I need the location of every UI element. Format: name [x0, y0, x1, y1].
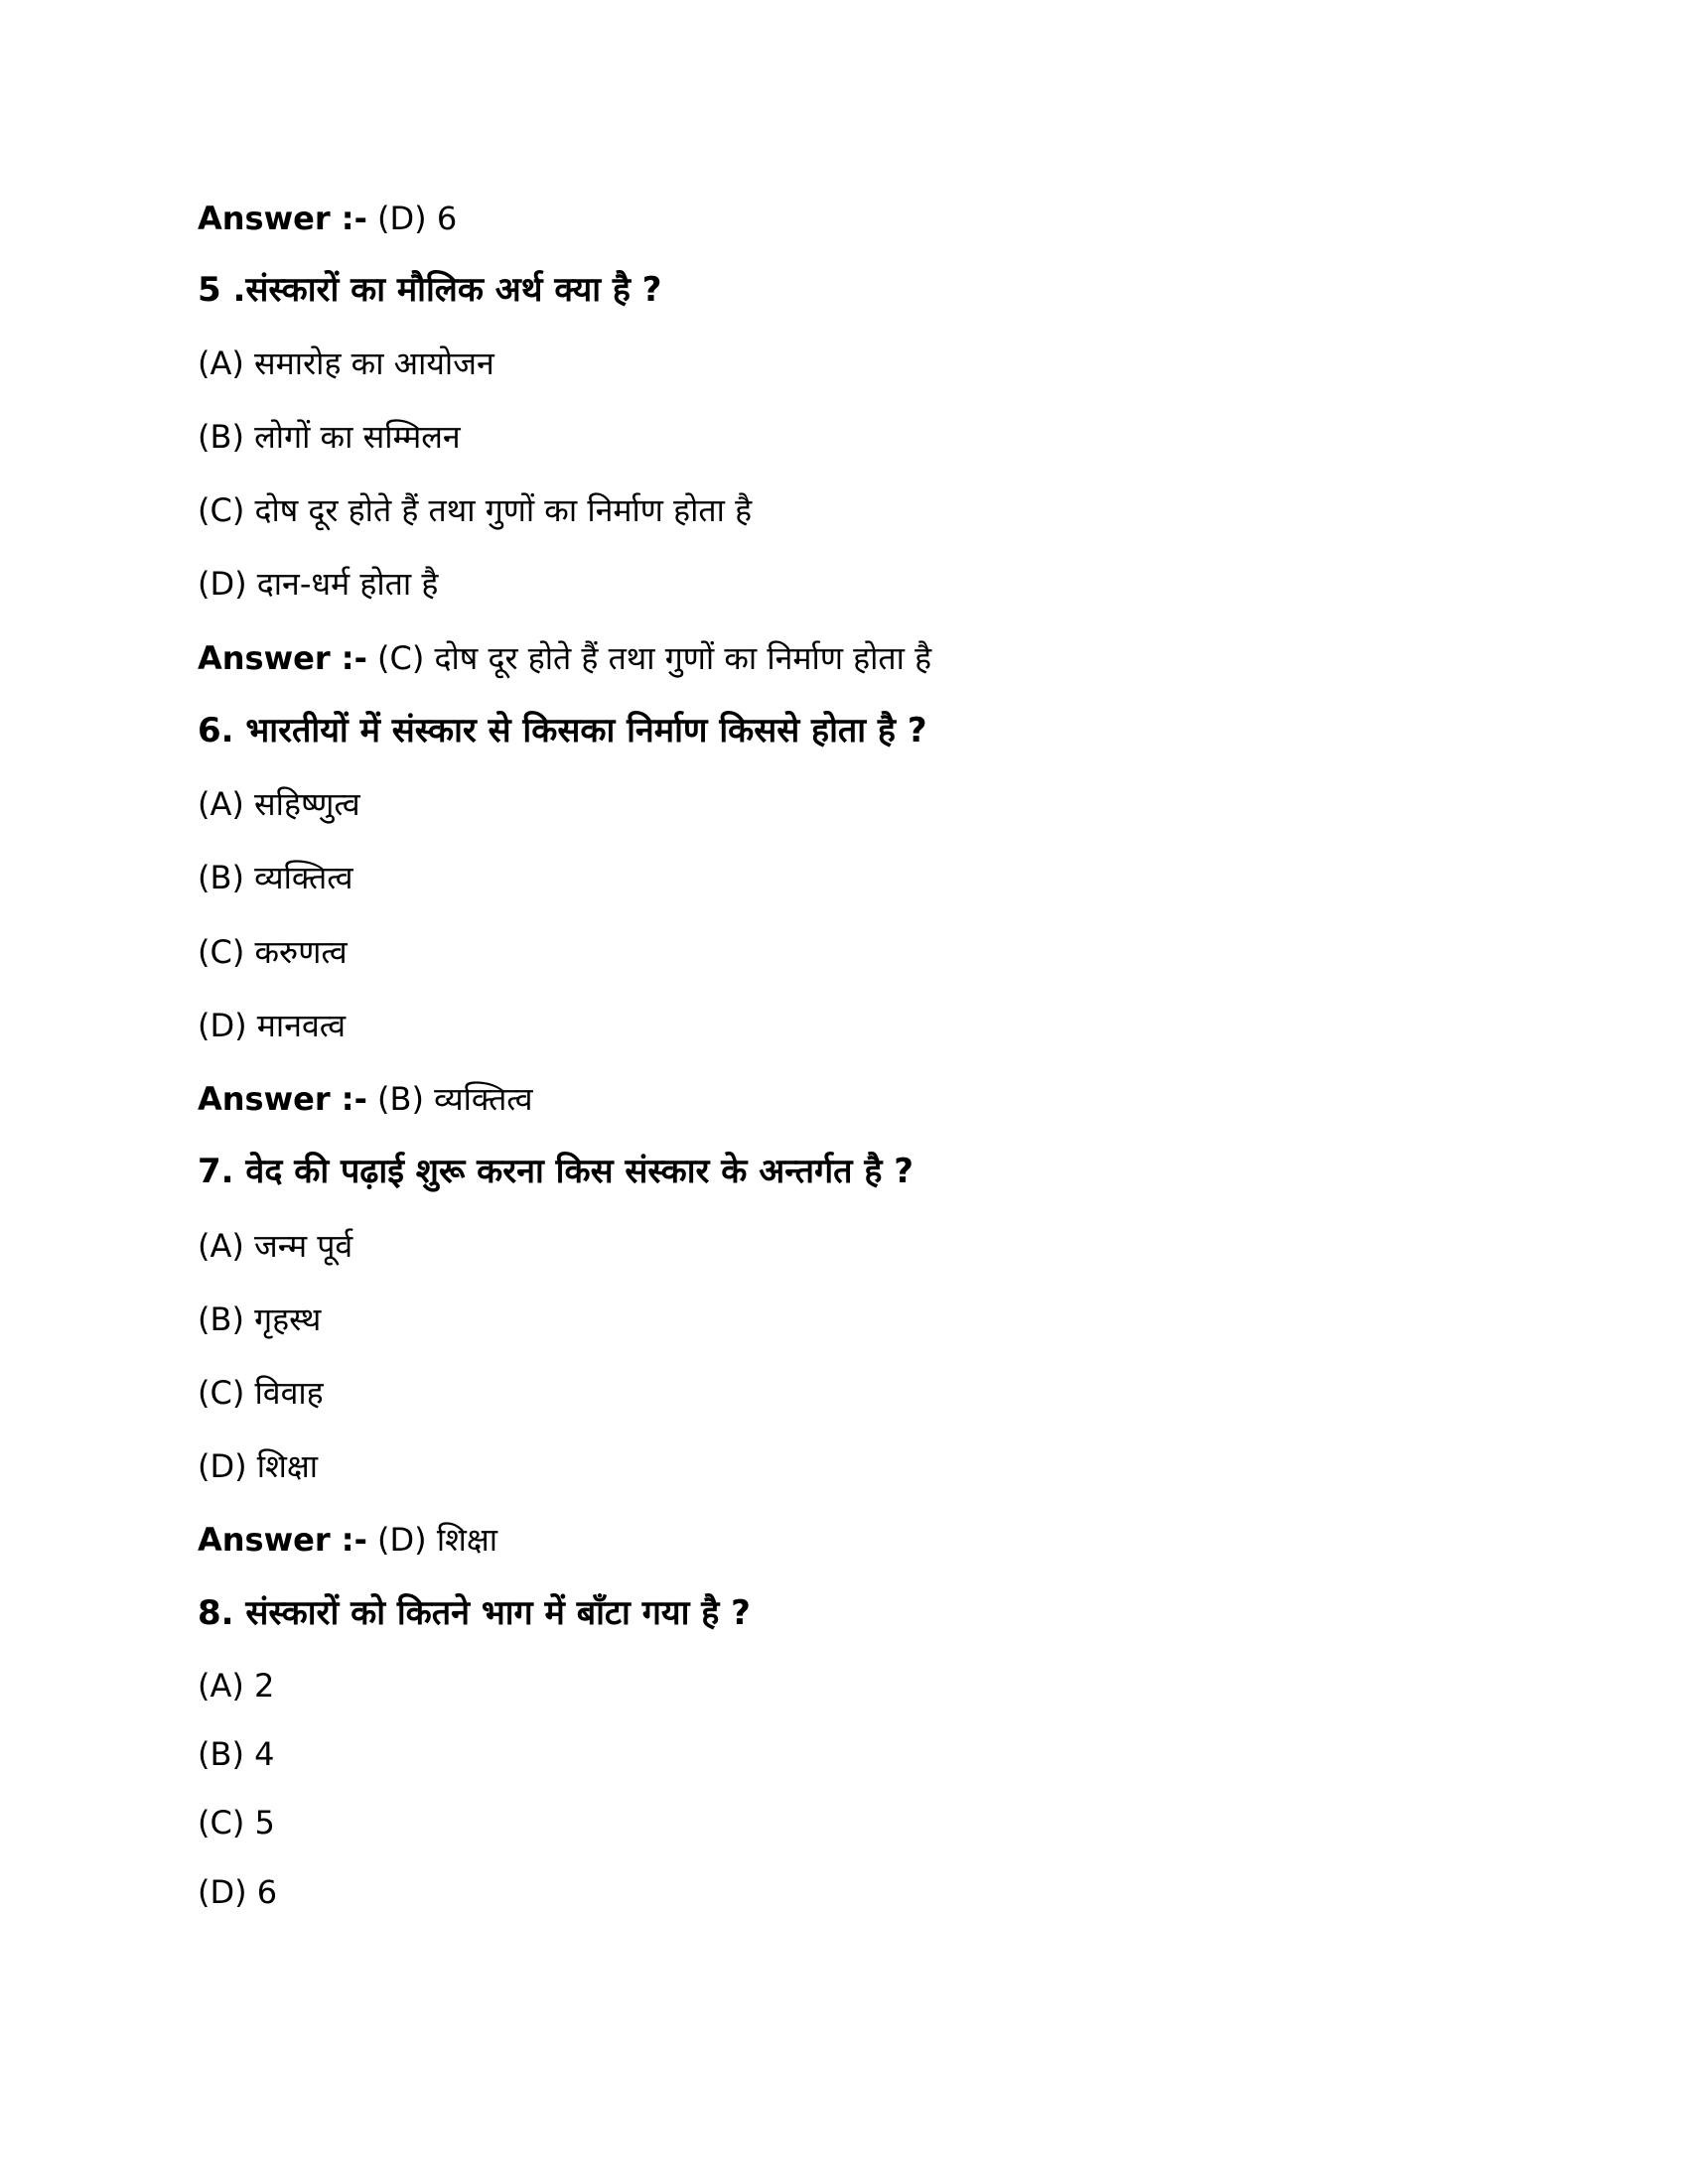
answer-label: Answer :-: [198, 639, 367, 677]
q5-answer: [198, 636, 931, 680]
previous-answer: [198, 197, 457, 240]
q5-option-a: (A) समारोह का आयोजन: [198, 344, 494, 382]
answer-label: Answer :-: [198, 1521, 367, 1559]
q7-option-a: (A) जन्म पूर्व: [198, 1227, 353, 1265]
q7-option-b: (B) गृहस्थ: [198, 1300, 322, 1338]
answer-value: (C) दोष दूर होते हैं तथा गुणों का निर्माण होता है: [377, 639, 932, 677]
q6-option-a: (A) सहिष्णुत्व: [198, 785, 360, 823]
q8-option-b: (B) 4: [198, 1735, 275, 1773]
q6-answer: [198, 1077, 533, 1121]
q5-option-d: (D) दान-धर्म होता है: [198, 565, 439, 603]
q5-option-c: (C) दोष दूर होते हैं तथा गुणों का निर्माण होता है: [198, 491, 753, 529]
question-6: 6. भारतीयों में संस्कार से किसका निर्माण किससे होता है ?: [198, 711, 927, 751]
question-7: 7. वेद की पढ़ाई शुरू करना किस संस्कार के अन्तर्गत है ?: [198, 1152, 914, 1191]
q6-option-d: (D) मानवत्व: [198, 1007, 347, 1044]
answer-label: Answer :-: [198, 1080, 367, 1118]
q6-option-b: (B) व्यक्तित्व: [198, 859, 353, 896]
q7-option-c: (C) विवाह: [198, 1374, 324, 1412]
answer-value: (D) 6: [377, 200, 458, 237]
q8-option-a: (A) 2: [198, 1667, 275, 1705]
q5-option-b: (B) लोगों का सम्मिलन: [198, 418, 461, 456]
q7-option-d: (D) शिक्षा: [198, 1447, 319, 1485]
q8-option-c: (C) 5: [198, 1804, 275, 1842]
answer-value: (D) शिक्षा: [377, 1521, 498, 1559]
answer-value: (B) व्यक्तित्व: [377, 1080, 533, 1118]
q6-option-c: (C) करुणत्व: [198, 933, 348, 971]
answer-label: Answer :-: [198, 200, 367, 237]
q7-answer: [198, 1518, 497, 1562]
q8-option-d: (D) 6: [198, 1873, 278, 1911]
question-5: 5 .संस्कारों का मौलिक अर्थ क्या है ?: [198, 270, 662, 310]
question-8: 8. संस्कारों को कितने भाग में बाँटा गया है ?: [198, 1593, 751, 1633]
